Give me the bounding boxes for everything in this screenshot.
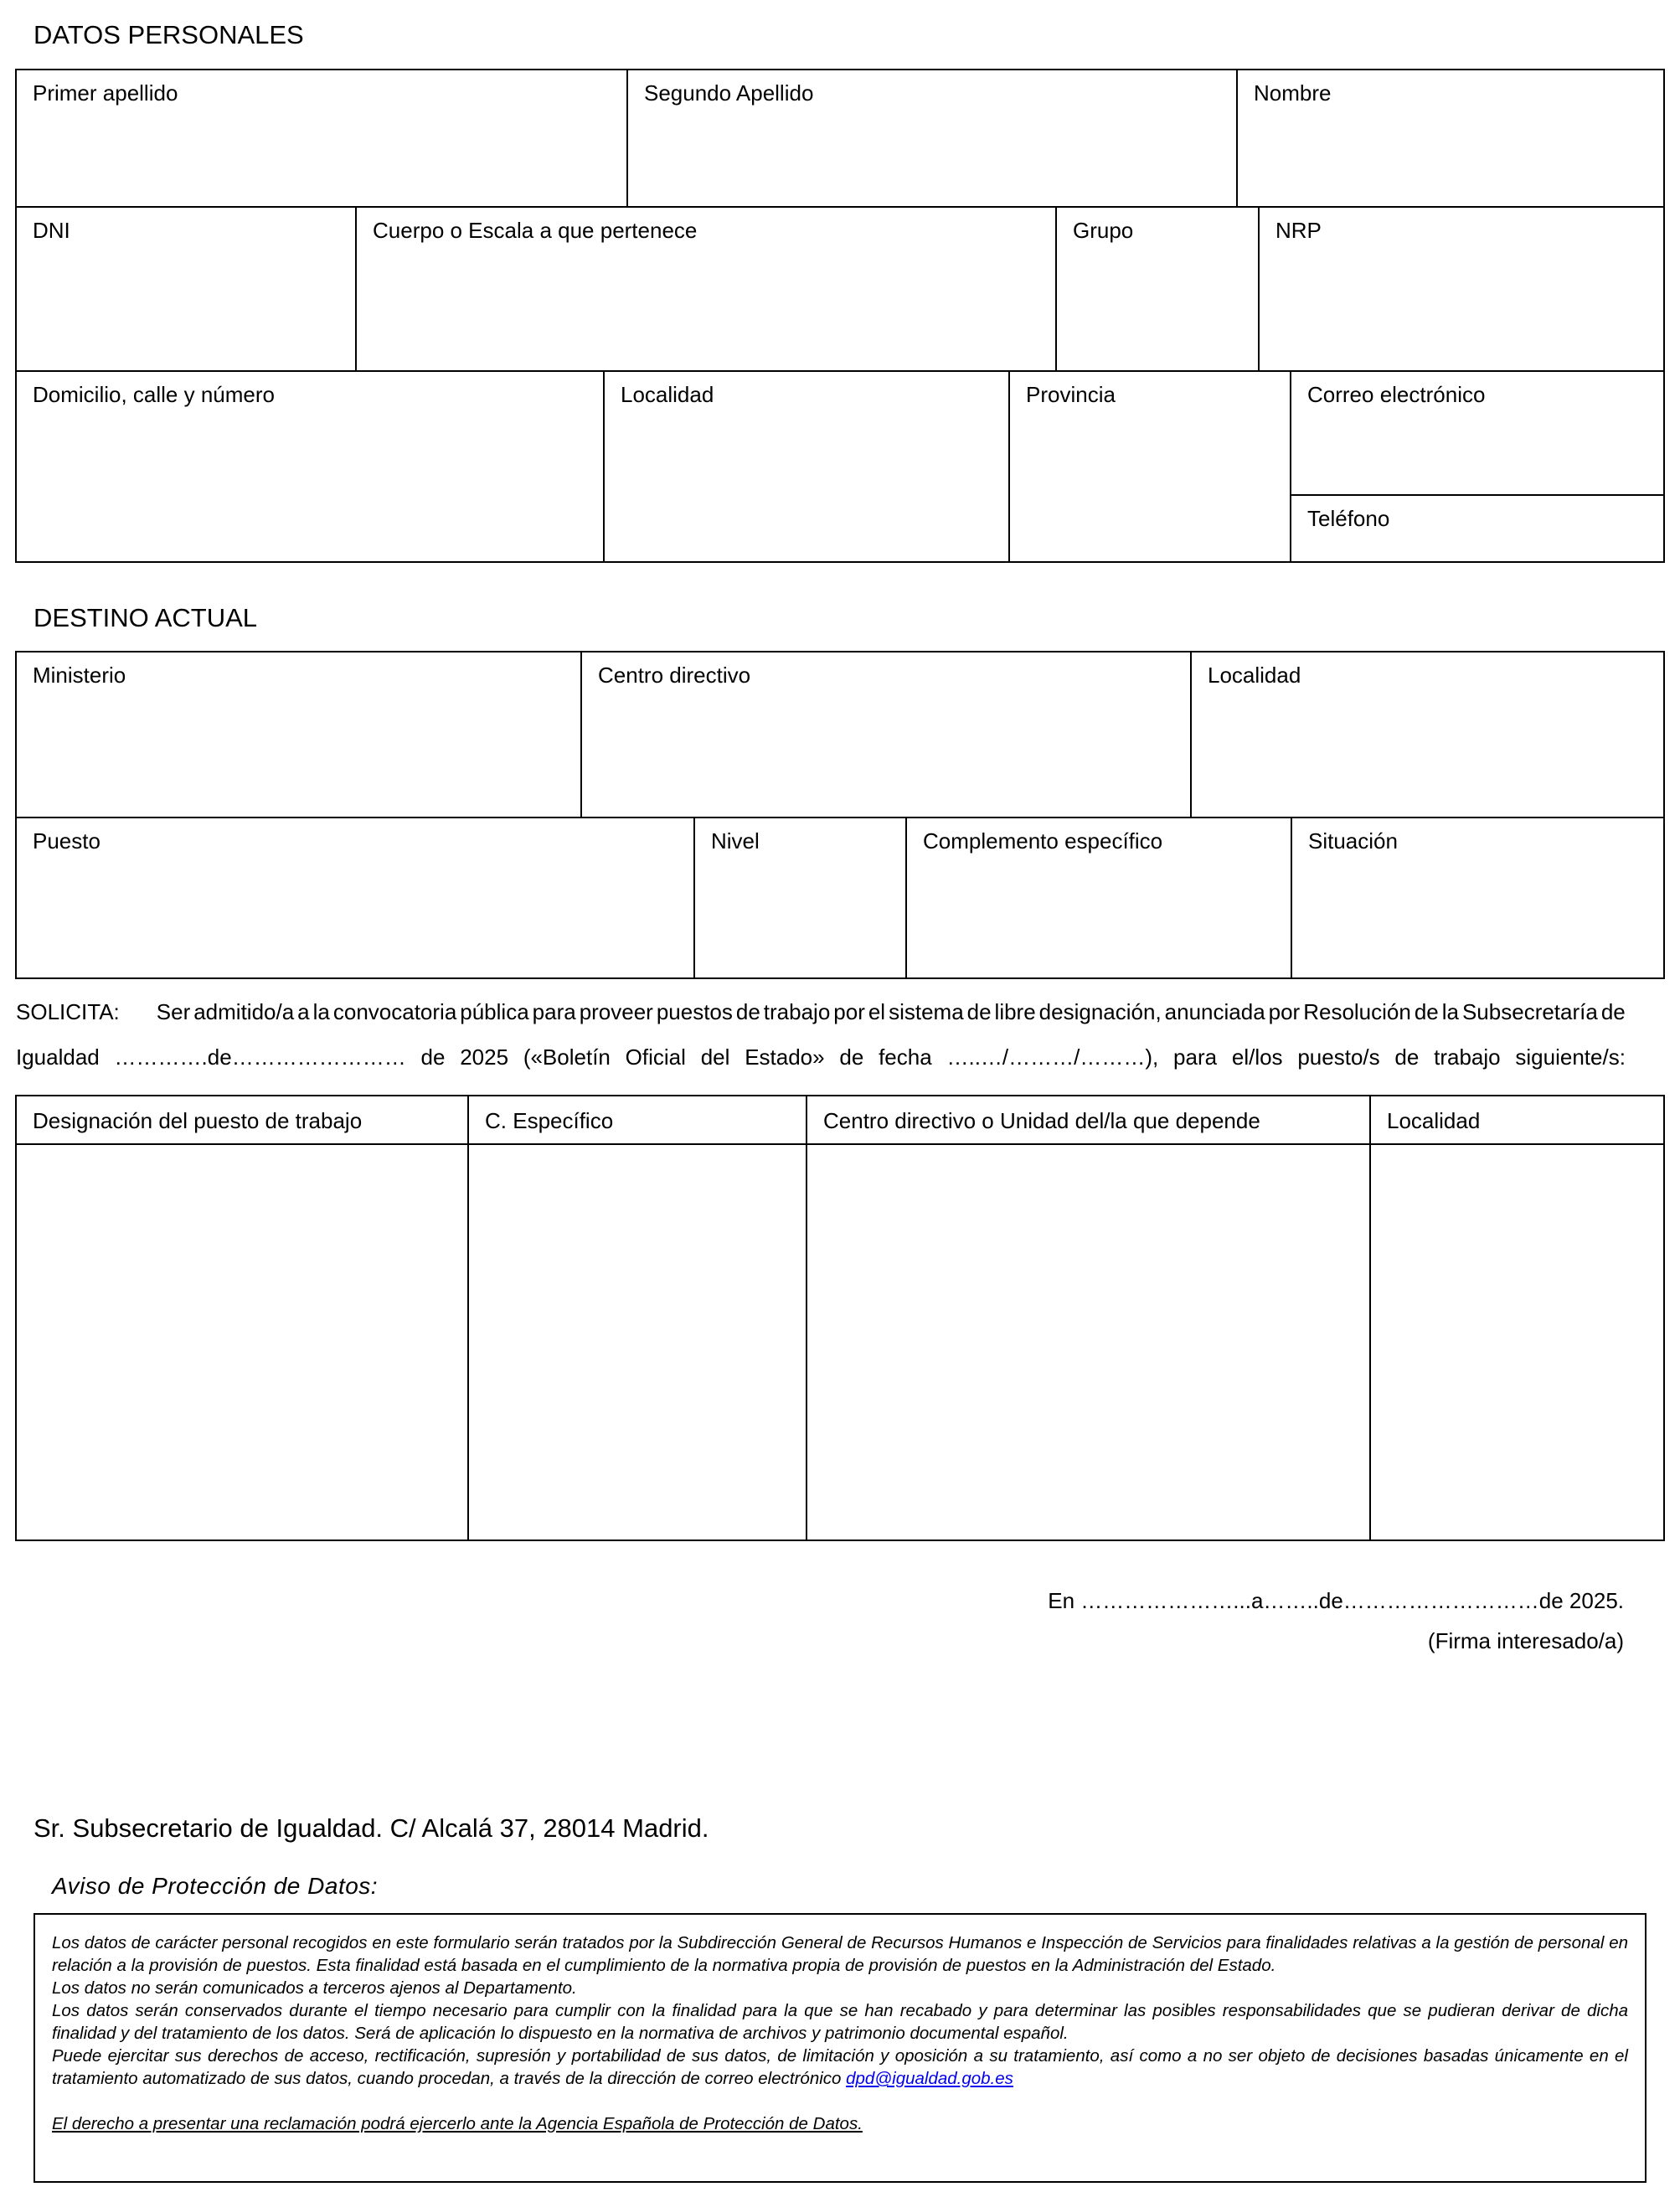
solicita-word: de xyxy=(966,999,992,1024)
label-provincia: Provincia xyxy=(1026,382,1116,407)
solicita-word: por xyxy=(833,999,865,1024)
solicita-label: SOLICITA: xyxy=(16,999,120,1024)
header-centro-directivo xyxy=(806,1096,1369,1145)
datos-personales-table xyxy=(15,69,1665,563)
solicita-word: el/los xyxy=(1231,1044,1283,1070)
header-localidad xyxy=(1369,1096,1663,1145)
solicita-word: admitido/a xyxy=(193,999,295,1024)
header-designacion xyxy=(17,1096,467,1145)
section-title-datos-personales: DATOS PERSONALES xyxy=(33,20,304,49)
label-dni: DNI xyxy=(33,218,70,243)
cell-segundo-apellido[interactable] xyxy=(626,70,1236,206)
label-complemento: Complemento específico xyxy=(923,828,1163,854)
solicita-word: Estado» xyxy=(745,1044,825,1070)
solicita-word: para xyxy=(1173,1044,1218,1070)
label-centro-directivo: Centro directivo xyxy=(598,663,751,688)
solicita-word: Resolución xyxy=(1303,999,1411,1024)
cell-nivel[interactable] xyxy=(693,817,905,977)
puestos-table xyxy=(15,1095,1665,1541)
solicita-word: puesto/s xyxy=(1297,1044,1380,1070)
firma-interesado: (Firma interesado/a) xyxy=(1427,1628,1624,1653)
solicita-word: la xyxy=(1441,999,1459,1024)
cell-domicilio[interactable] xyxy=(17,370,603,561)
solicita-word: 2025 xyxy=(460,1044,509,1070)
solicita-word: del xyxy=(700,1044,730,1070)
solicita-word: Oficial xyxy=(625,1044,686,1070)
cell-input-localidad[interactable] xyxy=(1369,1145,1663,1540)
cell-grupo[interactable] xyxy=(1055,206,1258,370)
solicita-word: de xyxy=(1414,999,1439,1024)
solicita-word: por xyxy=(1268,999,1301,1024)
cell-centro-directivo[interactable] xyxy=(580,652,1190,817)
solicita-word: puestos xyxy=(656,999,733,1024)
cell-puesto[interactable] xyxy=(17,817,693,977)
solicita-word: fecha xyxy=(879,1044,932,1070)
cell-nrp[interactable] xyxy=(1258,206,1663,370)
solicita-word: …..…/………/………), xyxy=(946,1044,1159,1070)
solicita-word: anunciada xyxy=(1164,999,1265,1024)
cell-input-c-especifico[interactable] xyxy=(467,1145,806,1540)
solicita-word: de xyxy=(420,1044,446,1070)
cell-input-centro-directivo[interactable] xyxy=(806,1145,1369,1540)
cell-provincia[interactable] xyxy=(1008,370,1290,561)
label-segundo-apellido: Segundo Apellido xyxy=(644,80,814,106)
aviso-paragraph-5: El derecho a presentar una reclamación podrá ejercerlo ante la Agencia Española de Protección de Datos. xyxy=(52,2114,863,2133)
label-domicilio: Domicilio, calle y número xyxy=(33,382,275,407)
solicita-line-1 xyxy=(16,989,1626,1034)
solicita-word: el xyxy=(868,999,886,1024)
solicita-word: siguiente/s: xyxy=(1515,1044,1626,1070)
aviso-paragraph-3: Los datos serán conservados durante el tiempo necesario para cumplir con la finalidad para la que se han recabado y para determinar las posibles responsabilidades que se pudieran derivar de dicha finalidad y del tratamiento de los datos. Será de aplicación lo dispuesto en la normativa de archivos y patrimonio documental español. xyxy=(52,2001,1628,2043)
header-c-especifico-label: C. Específico xyxy=(485,1108,614,1133)
cell-localidad-personal[interactable] xyxy=(603,370,1008,561)
aviso-proteccion-datos xyxy=(33,1913,1647,2183)
aviso-title: Aviso de Protección de Datos: xyxy=(52,1873,379,1899)
header-designacion-label: Designación del puesto de trabajo xyxy=(33,1108,363,1133)
solicita-word: trabajo xyxy=(763,999,831,1024)
cell-ministerio[interactable] xyxy=(17,652,580,817)
solicita-word: Ser xyxy=(156,999,191,1024)
label-telefono: Teléfono xyxy=(1307,506,1390,531)
label-correo: Correo electrónico xyxy=(1307,382,1486,407)
solicita-word: («Boletín xyxy=(523,1044,611,1070)
cell-localidad-destino[interactable] xyxy=(1190,652,1663,817)
solicita-paragraph xyxy=(16,989,1626,1080)
label-situacion: Situación xyxy=(1308,828,1398,854)
header-centro-directivo-label: Centro directivo o Unidad del/la que depende xyxy=(823,1108,1260,1133)
label-nivel: Nivel xyxy=(711,828,760,854)
solicita-word: pública xyxy=(460,999,529,1024)
aviso-paragraph-4 xyxy=(52,2045,1628,2090)
section-title-destino-actual: DESTINO ACTUAL xyxy=(33,603,257,632)
solicita-word: Igualdad xyxy=(16,1044,100,1070)
label-localidad-personal: Localidad xyxy=(621,382,714,407)
solicita-word: libre xyxy=(994,999,1036,1024)
cell-correo[interactable] xyxy=(1290,370,1663,494)
solicita-word: a xyxy=(297,999,310,1024)
solicita-line-2 xyxy=(16,1034,1626,1080)
label-primer-apellido: Primer apellido xyxy=(33,80,178,106)
cell-dni[interactable] xyxy=(17,206,355,370)
destinatario: Sr. Subsecretario de Igualdad. C/ Alcalá 37, 28014 Madrid. xyxy=(33,1813,709,1843)
cell-input-designacion[interactable] xyxy=(17,1145,467,1540)
cell-cuerpo[interactable] xyxy=(355,206,1055,370)
lugar-fecha: En …………………...a……..de………………………de 2025. xyxy=(1048,1588,1624,1613)
solicita-word: la xyxy=(312,999,330,1024)
solicita-word: ………….de…………………… xyxy=(114,1044,406,1070)
solicita-word: de xyxy=(1394,1044,1420,1070)
solicita-word: de xyxy=(839,1044,864,1070)
label-grupo: Grupo xyxy=(1073,218,1134,243)
header-localidad-label: Localidad xyxy=(1387,1108,1481,1133)
label-puesto: Puesto xyxy=(33,828,100,854)
label-nrp: NRP xyxy=(1275,218,1322,243)
solicita-word: proveer xyxy=(579,999,653,1024)
aviso-paragraph-4-text: Puede ejercitar sus derechos de acceso, rectificación, supresión y portabilidad de sus datos, de limitación y oposición a su tratamiento, así como a no ser objeto de decisiones basadas únicamente en el tratamiento automatizado de sus datos, cuando procedan, a través de la dirección de correo electrónico xyxy=(52,2046,1628,2088)
aviso-paragraph-2: Los datos no serán comunicados a terceros ajenos al Departamento. xyxy=(52,1978,577,1998)
solicita-word: sistema xyxy=(889,999,964,1024)
label-nombre: Nombre xyxy=(1254,80,1332,106)
cell-complemento[interactable] xyxy=(905,817,1291,977)
solicita-word: Subsecretaría xyxy=(1461,999,1598,1024)
label-cuerpo: Cuerpo o Escala a que pertenece xyxy=(373,218,698,243)
cell-telefono[interactable] xyxy=(1290,494,1663,561)
cell-situacion[interactable] xyxy=(1291,817,1663,977)
solicita-word: designación, xyxy=(1038,999,1162,1024)
destino-actual-table xyxy=(15,651,1665,979)
solicita-word: de xyxy=(1600,999,1626,1024)
solicita-word: de xyxy=(735,999,760,1024)
header-c-especifico xyxy=(467,1096,806,1145)
solicita-word: convocatoria xyxy=(332,999,457,1024)
solicita-word: trabajo xyxy=(1434,1044,1501,1070)
label-ministerio: Ministerio xyxy=(33,663,126,688)
aviso-paragraph-1: Los datos de carácter personal recogidos en este formulario serán tratados por la Subdirección General de Recursos Humanos e Inspección de Servicios para finalidades relativas a la gestión de personal en relación a la provisión de puestos. Esta finalidad está basada en el cumplimiento de la normativa propia de provisión de puestos en la Administración del Estado. xyxy=(52,1933,1628,1975)
cell-primer-apellido[interactable] xyxy=(17,70,626,206)
solicita-word: para xyxy=(532,999,576,1024)
cell-nombre[interactable] xyxy=(1236,70,1663,206)
email-link[interactable]: dpd@igualdad.gob.es xyxy=(846,2069,1013,2088)
label-localidad-destino: Localidad xyxy=(1208,663,1301,688)
